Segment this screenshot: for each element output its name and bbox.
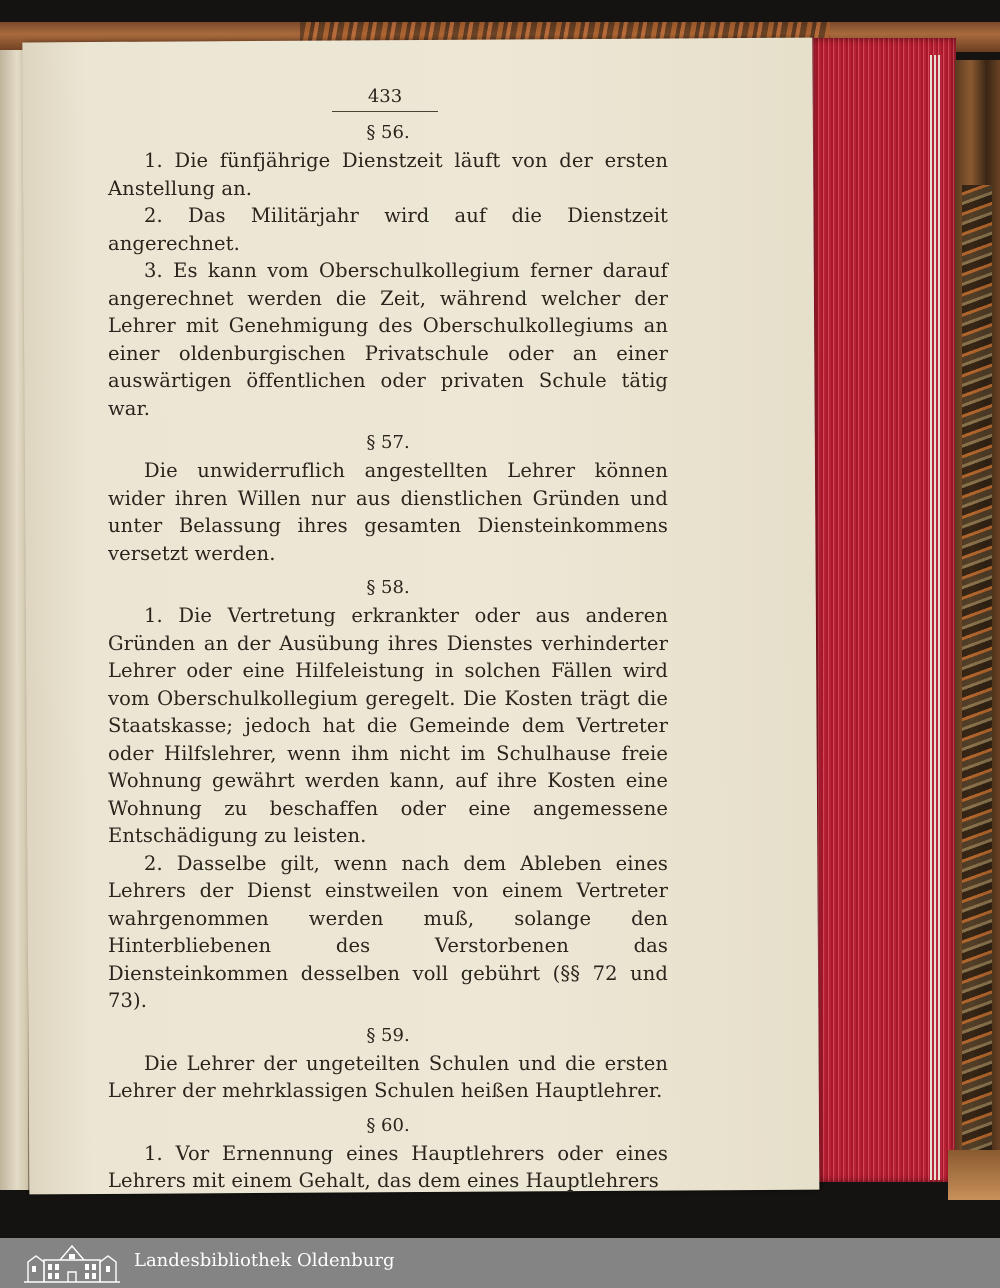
paragraph: 2. Das Militärjahr wird auf die Dienstzeit angerechnet. bbox=[108, 204, 668, 255]
section-57 bbox=[108, 432, 668, 567]
paragraph: 1. Die fünfjährige Dienstzeit läuft von der ersten Anstellung an. bbox=[108, 149, 668, 200]
paragraph: 3. Es kann vom Oberschulkollegium ferner darauf angerechnet werden die Zeit, während welcher der Lehrer mit Genehmigung des Oberschulkollegiums an einer oldenburgischen Privatschule oder an einer auswärtigen öffentlichen oder privaten Schule tätig war. bbox=[108, 259, 668, 420]
section-56 bbox=[108, 122, 668, 422]
page-content bbox=[108, 86, 668, 1195]
section-heading: § 58. bbox=[366, 577, 410, 598]
page-edge-stripes bbox=[930, 55, 942, 1180]
section-heading: § 60. bbox=[366, 1114, 410, 1136]
section-heading: § 59. bbox=[366, 1024, 410, 1046]
section-58 bbox=[108, 577, 668, 1015]
section-59 bbox=[108, 1025, 668, 1105]
back-cover-corner bbox=[948, 1150, 1000, 1200]
section-heading: § 57. bbox=[366, 432, 410, 453]
paragraph: 1. Die Vertretung erkrankter oder aus anderen Gründen an der Ausübung ihres Dienstes verhinderter Lehrer oder eine Hilfeleistung in solchen Fällen wird vom Oberschulkollegium geregelt. Die Kosten trägt die Staatskasse; jedoch hat die Gemeinde dem Vertreter oder Hilfslehrer, wenn ihm nicht im Schulhause freie Wohnung gewährt werden kann, auf ihre Kosten eine Wohnung zu beschaffen oder eine angemessene Entschädigung zu leisten. bbox=[108, 604, 668, 847]
paragraph: 1. Vor Ernennung eines Hauptlehrers oder eines Lehrers mit einem Gehalt, das dem eines Hauptlehrers bbox=[108, 1141, 668, 1192]
section-heading: § 56. bbox=[366, 122, 410, 143]
library-building-logo-icon bbox=[22, 1242, 122, 1284]
back-cover-marbling bbox=[962, 185, 992, 1175]
section-60 bbox=[108, 1115, 668, 1195]
paragraph: 2. Dasselbe gilt, wenn nach dem Ableben eines Lehrers der Dienst einstweilen von einem Vertreter wahrgenommen werden muß, solange den Hinterbliebenen des Verstorbenen das Diensteinkommen desselben voll gebührt (§§ 72 und 73). bbox=[108, 851, 668, 1012]
library-name[interactable]: Landesbibliothek Oldenburg bbox=[134, 1250, 395, 1271]
paragraph: Die Lehrer der ungeteilten Schulen und die ersten Lehrer der mehrklassigen Schulen heißen Hauptlehrer. bbox=[108, 1051, 668, 1102]
page-number: 433 bbox=[332, 86, 438, 112]
paragraph: Die unwiderruflich angestellten Lehrer können wider ihren Willen nur aus dienstlichen Gründen und unter Belassung ihres gesamten Diensteinkommens versetzt werden. bbox=[108, 459, 668, 565]
